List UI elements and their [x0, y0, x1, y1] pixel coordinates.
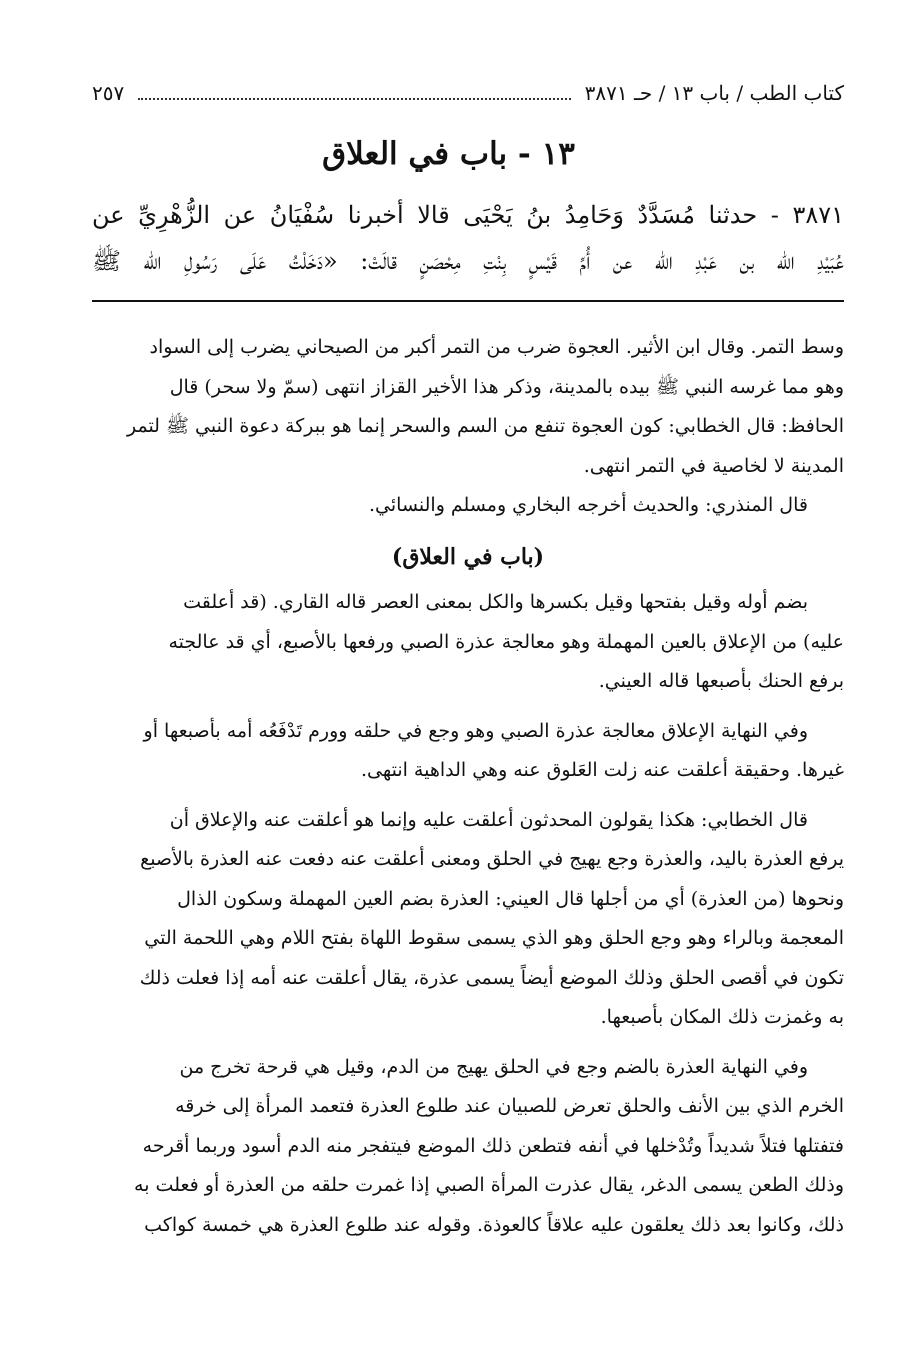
commentary-line: يرفع العذرة باليد، والعذرة وجع يهيج في الحلق ومعنى أعلقت عنه دفعت عنه العذرة بالأصبع [140, 848, 844, 870]
commentary-line: قال الخطابي: هكذا يقولون المحدثون أعلقت عليه وإنما هو أعلقت عنه والإعلاق أن [169, 808, 808, 831]
commentary-line: الخرم الذي بين الأنف والحلق تعرض للصبيان عند طلوع العذرة فتعمد المرأة إلى خرقه [175, 1095, 844, 1117]
page-number: ٢٥٧ [92, 81, 125, 105]
commentary [92, 328, 844, 1245]
commentary-line: تكون في أقصى الحلق وذلك الموضع أيضاً يسمى عذرة، يقال أعلقت عنه أمه إذا فعلت ذلك [139, 966, 844, 989]
commentary-line: المعجمة وبالراء وهو وجع الحلق وهو الذي يسمى سقوط اللهاة بفتح اللام وهي اللحمة التي [144, 927, 844, 949]
footnote-divider [92, 300, 844, 302]
leader-dots [138, 97, 570, 100]
commentary-line: بضم أوله وقيل بفتحها وقيل بكسرها والكل بمعنى العصر قاله القاري. (قد أعلقت [183, 591, 808, 613]
hadith-text [92, 192, 844, 284]
commentary-line: ذلك، وكانوا بعد ذلك يعلقون عليه علاقاً كالعوذة. وقوله عند طلوع العذرة هي خمسة كواكب [144, 1213, 844, 1236]
commentary-line: وهو مما غرسه النبي ﷺ بيده بالمدينة، وذكر هذا الأخير القزاز انتهى (سمّ ولا سحر) قال [169, 375, 844, 398]
commentary-line: وفي النهاية الإعلاق معالجة عذرة الصبي وهو وجع في حلقه وورم تَدْفَعُه أمه بأصبعها أو [143, 719, 808, 742]
hadith-line: عُبَيْدِ الله بن عَبْدِ الله عن أُمِّ قَيْسٍ بِنْتِ مِحْصَنٍ قالَتْ: «دَخَلْتُ عَلَى رَسُولِ الله ﷺ [92, 247, 844, 275]
commentary-line: ونحوها (من العذرة) أي من أجلها قال العيني: العذرة بضم العين المهملة وسكون الذال [177, 887, 844, 910]
commentary-line: المدينة لا لخاصية في التمر انتهى. [583, 454, 844, 477]
commentary-line: الحافظ: قال الخطابي: كون العجوة تنفع من السم والسحر إنما هو ببركة دعوة النبي ﷺ لتمر [126, 415, 844, 437]
commentary-line: وفي النهاية العذرة بالضم وجع في الحلق يهيج من الدم، وقيل هي قرحة تخرج من [179, 1055, 808, 1078]
commentary-line: وسط التمر. وقال ابن الأثير. العجوة ضرب من التمر أكبر من الصيحاني يضرب إلى السواد [149, 336, 844, 358]
commentary-line: به وغمزت ذلك المكان بأصبعها. [600, 1006, 844, 1028]
chapter-title: ١٣ - باب في العلاق [322, 136, 575, 172]
running-title: كتاب الطب / باب ١٣ / حـ ٣٨٧١ [584, 81, 844, 105]
hadith-line: ٣٨٧١ - حدثنا مُسَدَّدٌ وَحَامِدُ بنُ يَحْيَى قالا أخبرنا سُفْيَانُ عن الزُّهْرِيِّ عن [92, 201, 844, 229]
commentary-line: وذلك الطعن يسمى الدغر، يقال عذرت المرأة الصبي إذا غمرت حلقه من العذرة أو فعلت به [134, 1174, 844, 1196]
mundhiri-note: قال المنذري: والحديث أخرجه البخاري ومسلم والنسائي. [368, 494, 808, 516]
commentary-line: عليه) من الإعلاق بالعين المهملة وهو معالجة عذرة الصبي ورفعها بالأصبع، أي قد عالجته [168, 630, 844, 653]
commentary-line: غيرها. وحقيقة أعلقت عنه زلت العَلوق عنه وهي الداهية انتهى. [360, 759, 844, 781]
commentary-line: برفع الحنك بأصبعها قاله العيني. [598, 670, 844, 692]
running-header [92, 78, 844, 108]
commentary-line: فتفتلها فتلاً شديداً وتُدْخلها في أنفه فتطعن ذلك الموضع فيتفجر منه الدم أسود وربما أقرحه [142, 1134, 844, 1157]
section-subheading: (باب في العلاق) [391, 543, 545, 570]
